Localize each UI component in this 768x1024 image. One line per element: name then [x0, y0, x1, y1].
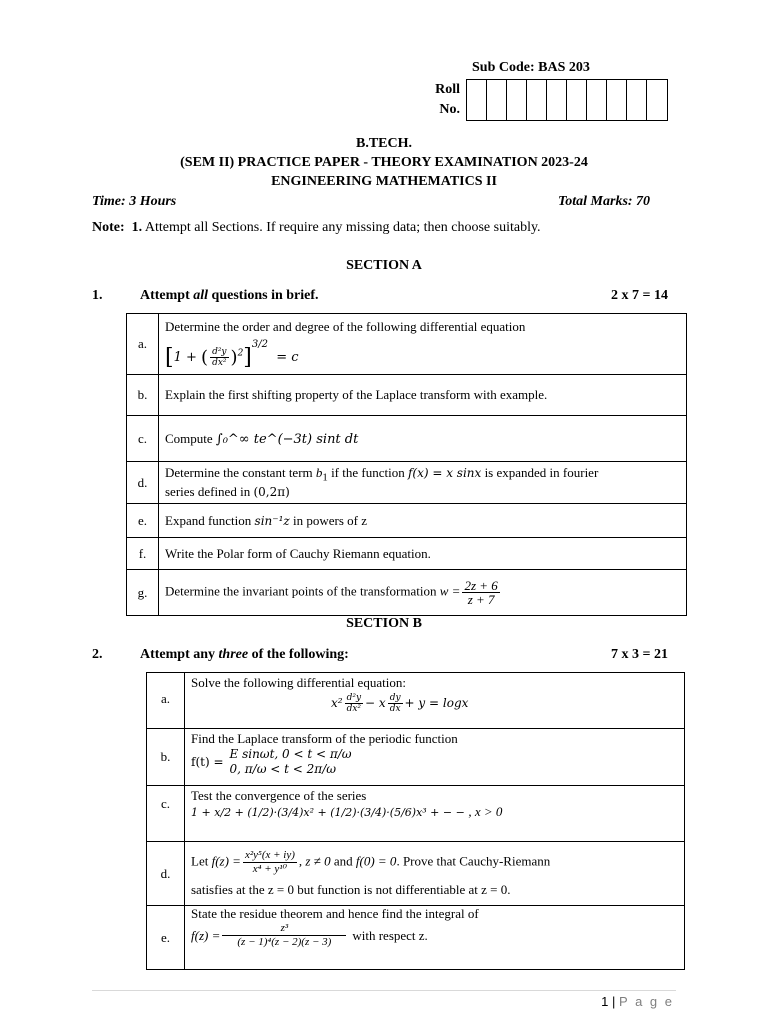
table-row — [147, 906, 685, 970]
roll-number-label — [420, 80, 460, 120]
item-text: Determine the order and degree of the following differential equation [1 + ( $\frac{\text{d²y}}{\text{dx²}}$ )$^2$]$^{3/2}$ = c — [159, 314, 687, 375]
footer-divider — [92, 990, 676, 991]
question-instruction: Attempt all questions in brief. — [140, 288, 319, 303]
roll-label-line2: No. — [439, 102, 460, 117]
roll-box[interactable] — [527, 80, 547, 120]
page-word: P a g e — [619, 994, 674, 1009]
table-row — [127, 314, 687, 375]
equation: ∫₀^∞ te^(−3t) sint dt — [215, 431, 359, 447]
equation: f(z) = $\frac{\text{z³}}{\text{(z − 1)⁴(z − 2)(z − 3)}}$ with respect z. — [191, 922, 428, 948]
item-label: a. — [147, 673, 185, 729]
roll-box[interactable] — [467, 80, 487, 120]
roll-box[interactable] — [647, 80, 667, 120]
item-label: c. — [127, 416, 159, 462]
question-number: 1. — [92, 288, 103, 303]
table-row — [147, 786, 685, 842]
item-label: b. — [127, 375, 159, 416]
section-a-title: SECTION A — [346, 258, 422, 273]
roll-box[interactable] — [627, 80, 647, 120]
footer-separator: | — [612, 994, 616, 1009]
roll-label-line1: Roll — [435, 82, 460, 97]
piecewise-function: f(t) = E sinωt, 0 < t < π/ω 0, π/ω < t < 2π/ω — [191, 747, 352, 776]
item-label: b. — [147, 729, 185, 786]
roll-box[interactable] — [587, 80, 607, 120]
item-label: g. — [127, 570, 159, 616]
item-text: Determine the constant term $b_1$ if the function f(x) = x sinx is expanded in fourier series defined in (0,2π) — [159, 462, 687, 504]
item-text: Test the convergence of the series 1 + x/2 + (1/2)·(3/4)x² + (1/2)·(3/4)·(5/6)x³ + − − , x > 0 — [185, 786, 685, 842]
roll-box[interactable] — [507, 80, 527, 120]
section-b-table — [146, 672, 685, 970]
equation: [1 + ( $\frac{\text{d²y}}{\text{dx²}}$ )$^2$]$^{3/2}$ = c — [165, 338, 299, 370]
item-text: Find the Laplace transform of the periodic function f(t) = E sinωt, 0 < t < π/ω 0, π/ω < t < 2π/ω — [185, 729, 685, 786]
subject-code: Sub Code: BAS 203 — [472, 60, 590, 75]
equation: 1 + x/2 + (1/2)·(3/4)x² + (1/2)·(3/4)·(5/6)x³ + − − , x > 0 — [191, 804, 503, 819]
table-row — [127, 462, 687, 504]
item-label: e. — [127, 504, 159, 538]
section-b-title: SECTION B — [346, 616, 422, 631]
item-label: d. — [147, 842, 185, 906]
item-text: Compute ∫₀^∞ te^(−3t) sint dt — [159, 416, 687, 462]
section-a-table — [126, 313, 687, 616]
item-text: State the residue theorem and hence find the integral of f(z) = $\frac{\text{z³}}{\text{(z − 1)⁴(z − 2)(z − 3)}}$ with respect z. — [185, 906, 685, 970]
table-row — [127, 570, 687, 616]
table-row — [127, 375, 687, 416]
page-footer — [560, 994, 674, 1009]
time-allowed: Time: 3 Hours — [92, 194, 177, 209]
table-row — [127, 416, 687, 462]
note-text: Attempt all Sections. If require any missing data; then choose suitably. — [144, 220, 541, 235]
item-text: Solve the following differential equation: x² $\frac{\text{d²y}}{\text{dx²}}$ − x $\frac{dy}{dx}$ + y = logx — [185, 673, 685, 729]
item-text: Write the Polar form of Cauchy Riemann equation. — [159, 538, 687, 570]
item-label: d. — [127, 462, 159, 504]
item-label: a. — [127, 314, 159, 375]
subject-title: ENGINEERING MATHEMATICS II — [271, 174, 497, 189]
table-row — [147, 842, 685, 906]
table-row — [127, 538, 687, 570]
note-number: 1. — [131, 220, 143, 235]
roll-box[interactable] — [607, 80, 627, 120]
page-number: 1 — [601, 994, 609, 1009]
item-text: Explain the first shifting property of the Laplace transform with example. — [159, 375, 687, 416]
question-instruction: Attempt any three of the following: — [140, 647, 349, 662]
item-text: Let f(z) = $\frac{\text{x²y⁵(x + iy)}}{\text{x⁴ + y¹⁰}}$ , z ≠ 0 and f(0) = 0. Prove that Cauchy-Riemann satisfies at the z = 0 but function is not differentiable at z = 0. — [185, 842, 685, 906]
question-number: 2. — [92, 647, 103, 662]
roll-box[interactable] — [487, 80, 507, 120]
degree-title: B.TECH. — [355, 136, 412, 151]
roll-box[interactable] — [547, 80, 567, 120]
item-label: e. — [147, 906, 185, 970]
roll-number-boxes — [466, 79, 668, 121]
instructions-note — [92, 220, 541, 236]
table-row — [147, 729, 685, 786]
item-label: c. — [147, 786, 185, 842]
exam-title: (SEM II) PRACTICE PAPER - THEORY EXAMINATION 2023-24 — [180, 155, 588, 170]
total-marks: Total Marks: 70 — [558, 194, 651, 209]
equation: x² $\frac{\text{d²y}}{\text{dx²}}$ − x $\frac{dy}{dx}$ + y = logx — [331, 693, 469, 714]
question-marks: 2 x 7 = 14 — [611, 288, 668, 303]
note-label: Note: — [92, 220, 125, 235]
question-marks: 7 x 3 = 21 — [611, 647, 668, 662]
item-text: Determine the invariant points of the transformation w = $\frac{2z + 6}{z + 7}$ — [159, 570, 687, 616]
table-row — [147, 673, 685, 729]
item-text: Expand function sin⁻¹z in powers of z — [159, 504, 687, 538]
table-row — [127, 504, 687, 538]
item-label: f. — [127, 538, 159, 570]
roll-box[interactable] — [567, 80, 587, 120]
